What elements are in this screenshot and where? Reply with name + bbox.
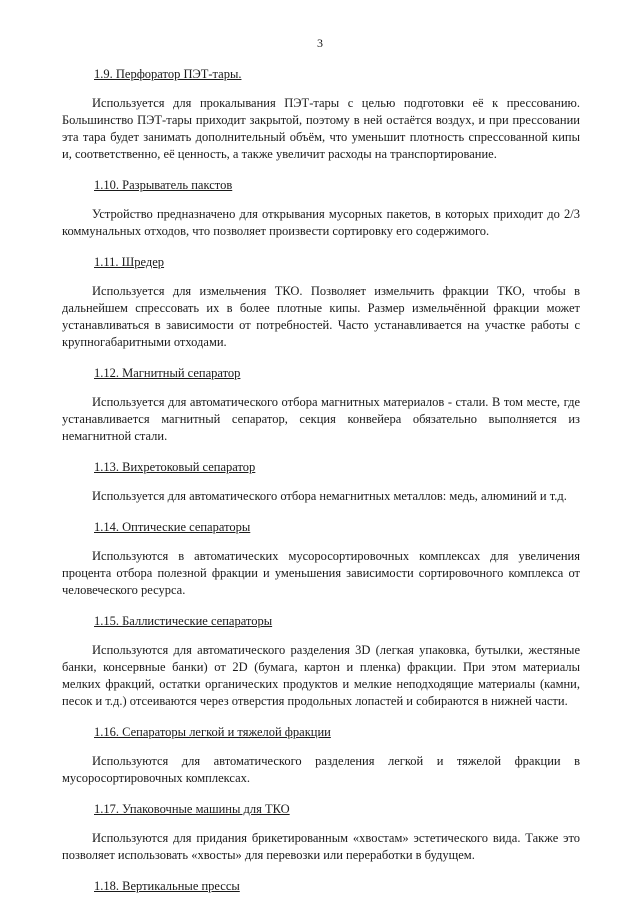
section-heading-1-14: 1.14. Оптические сепараторы <box>94 520 251 534</box>
section-heading-1-18: 1.18. Вертикальные прессы <box>94 879 240 893</box>
section-text-1-13: Используется для автоматического отбора немагнитных металлов: медь, алюминий и т.д. <box>92 489 567 503</box>
section-text-1-14: Используются в автоматических мусоросортировочных комплексах для увеличения процента отбора полезной фракции и уменьшения зависимости сортировочного комплекса от человеческого ресурса. <box>62 549 580 597</box>
section-text-1-16: Используются для автоматического разделения легкой и тяжелой фракции в мусоросортировочных комплексах. <box>62 754 580 785</box>
section-heading-1-13: 1.13. Вихретоковый сепаратор <box>94 460 256 474</box>
page-number: 3 <box>317 36 323 50</box>
section-text-1-17: Используются для придания брикетированным «хвостам» эстетического вида. Также это позволяет использовать «хвосты» для перевозки или переработки в будущем. <box>62 831 580 862</box>
section-text-1-9: Используется для прокалывания ПЭТ-тары с целью подготовки её к прессованию. Большинство ПЭТ-тары приходит закрытой, поэтому в ней остаётся воздух, и при прессовании эта тара будет занимать дополнительный объём, что уменьшит плотность спрессованной кипы и, соответственно, её ценность, а также увеличит расходы на транспортирование. <box>62 96 580 161</box>
section-heading-1-16: 1.16. Сепараторы легкой и тяжелой фракции <box>94 725 331 739</box>
section-text-1-12: Используется для автоматического отбора магнитных материалов - стали. В том месте, где устанавливается магнитный сепаратор, секция конвейера обязательно выполняется из немагнитной стали. <box>62 395 580 443</box>
section-heading-1-10: 1.10. Разрыватель пакстов <box>94 178 233 192</box>
section-heading-1-17: 1.17. Упаковочные машины для ТКО <box>94 802 290 816</box>
document-body <box>62 66 580 907</box>
section-heading-1-12: 1.12. Магнитный сепаратор <box>94 366 241 380</box>
section-text-1-10: Устройство предназначено для открывания мусорных пакетов, в которых приходит до 2/3 коммунальных отходов, что позволяет произвести сортировку его содержимого. <box>62 207 580 238</box>
section-heading-1-11: 1.11. Шредер <box>94 255 165 269</box>
section-text-1-15: Используются для автоматического разделения 3D (легкая упаковка, бутылки, жестяные банки, консервные банки) от 2D (бумага, картон и пленка) фракции. При этом материалы мелких фракций, остатки органических продуктов и мелкие неподходящие материалы (камни, песок и т.д.) отсеиваются через отверстия продольных лопастей и собираются в нижней части. <box>62 643 580 708</box>
section-heading-1-9: 1.9. Перфоратор ПЭТ-тары. <box>94 67 242 81</box>
section-text-1-11: Используется для измельчения ТКО. Позволяет измельчить фракции ТКО, чтобы в дальнейшем спрессовать их в более плотные кипы. Размер измельчённой фракции может устанавливаться в зависимости от потребностей. Часто устанавливается на участке работы с крупногабаритными отходами. <box>62 284 580 349</box>
section-heading-1-15: 1.15. Баллистические сепараторы <box>94 614 273 628</box>
